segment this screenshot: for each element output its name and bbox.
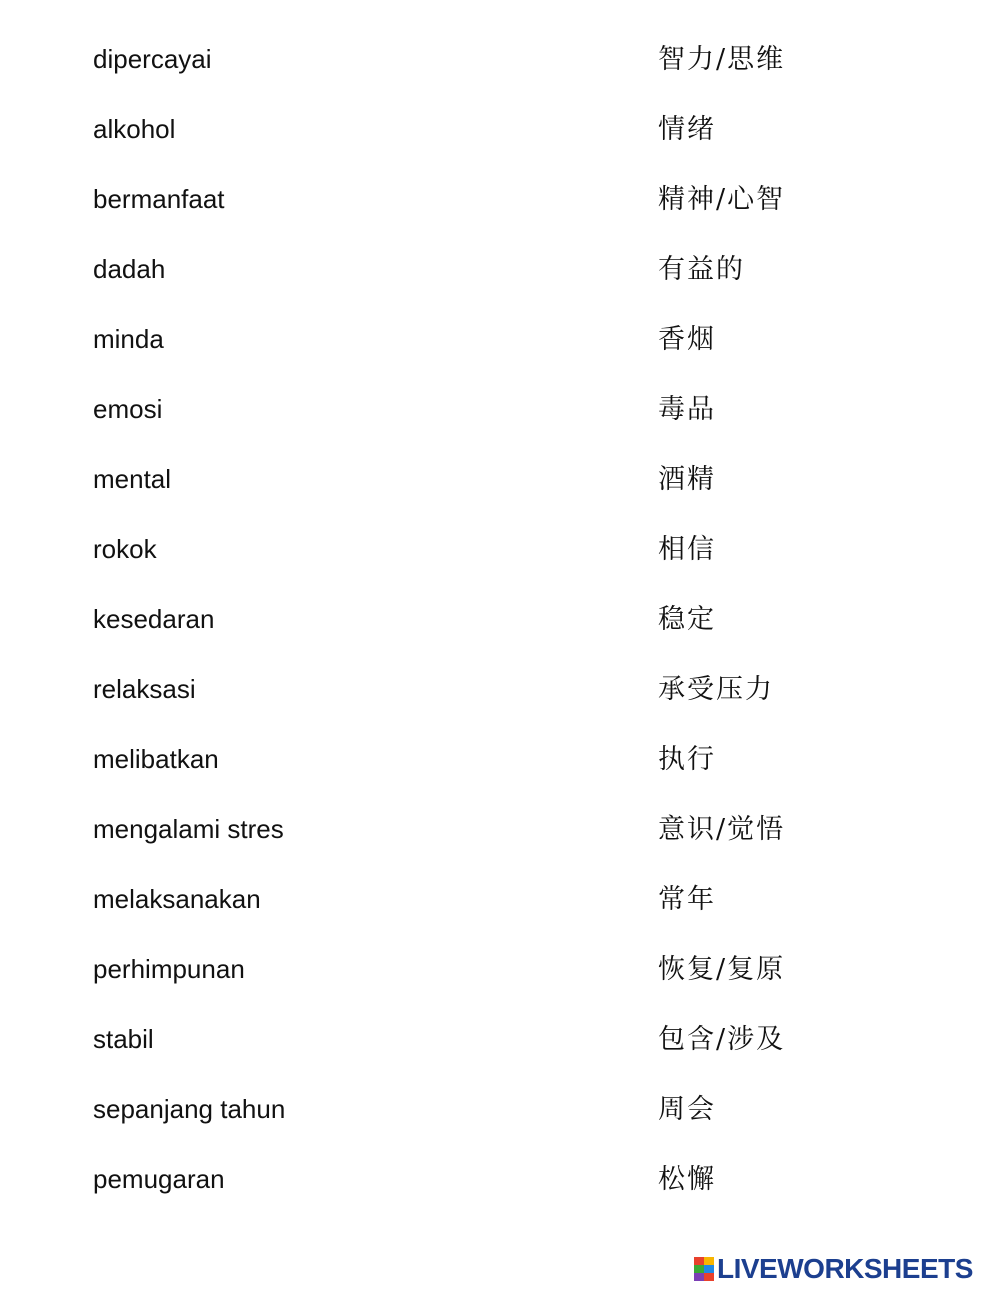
chinese-word[interactable]: 承受压力 [658, 674, 774, 705]
word-row [0, 95, 1000, 165]
word-row [0, 935, 1000, 1005]
malay-word[interactable]: perhimpunan [93, 954, 245, 984]
logo-block [694, 1273, 704, 1281]
word-row [0, 25, 1000, 95]
logo-block [704, 1265, 714, 1273]
malay-word[interactable]: melibatkan [93, 744, 219, 774]
chinese-word[interactable]: 意识/觉悟 [658, 814, 786, 845]
chinese-word[interactable]: 相信 [658, 534, 716, 565]
chinese-word[interactable]: 松懈 [658, 1164, 716, 1195]
liveworksheets-logo [694, 1254, 973, 1284]
matching-worksheet [0, 25, 1000, 1215]
malay-word[interactable]: mental [93, 464, 172, 494]
chinese-word[interactable]: 稳定 [658, 604, 716, 635]
malay-word[interactable]: stabil [93, 1024, 154, 1054]
malay-word[interactable]: pemugaran [93, 1164, 225, 1194]
word-row [0, 515, 1000, 585]
chinese-word[interactable]: 智力/思维 [658, 44, 786, 75]
chinese-word[interactable]: 毒品 [658, 394, 716, 425]
malay-word[interactable]: bermanfaat [93, 184, 225, 214]
word-row [0, 725, 1000, 795]
word-row [0, 165, 1000, 235]
word-row [0, 1005, 1000, 1075]
logo-block [694, 1257, 704, 1265]
word-row [0, 1145, 1000, 1215]
word-row [0, 655, 1000, 725]
word-row [0, 375, 1000, 445]
malay-word[interactable]: relaksasi [93, 674, 196, 704]
word-row [0, 305, 1000, 375]
word-row [0, 445, 1000, 515]
word-row [0, 585, 1000, 655]
logo-block [704, 1273, 714, 1281]
word-row [0, 1075, 1000, 1145]
malay-word[interactable]: emosi [93, 394, 163, 424]
logo-block [694, 1265, 704, 1273]
chinese-word[interactable]: 常年 [658, 884, 716, 915]
malay-word[interactable]: melaksanakan [93, 884, 261, 914]
chinese-word[interactable]: 酒精 [658, 464, 716, 495]
malay-word[interactable]: sepanjang tahun [93, 1094, 286, 1124]
chinese-word[interactable]: 周会 [658, 1094, 716, 1125]
liveworksheets-logo-icon [694, 1257, 714, 1281]
word-row [0, 795, 1000, 865]
logo-block [704, 1257, 714, 1265]
malay-word[interactable]: rokok [93, 534, 157, 564]
chinese-word[interactable]: 精神/心智 [658, 184, 786, 215]
malay-word[interactable]: mengalami stres [93, 814, 284, 844]
chinese-word[interactable]: 情绪 [658, 114, 716, 145]
malay-word[interactable]: minda [93, 324, 164, 354]
word-row [0, 235, 1000, 305]
malay-word[interactable]: dadah [93, 254, 166, 284]
chinese-word[interactable]: 香烟 [658, 324, 716, 355]
malay-word[interactable]: alkohol [93, 114, 176, 144]
logo-text: LIVEWORKSHEETS [717, 1253, 973, 1284]
chinese-word[interactable]: 恢复/复原 [658, 954, 786, 985]
word-row [0, 865, 1000, 935]
chinese-word[interactable]: 包含/涉及 [658, 1024, 786, 1055]
malay-word[interactable]: kesedaran [93, 604, 215, 634]
chinese-word[interactable]: 执行 [658, 744, 716, 775]
malay-word[interactable]: dipercayai [93, 44, 212, 74]
chinese-word[interactable]: 有益的 [658, 254, 745, 285]
